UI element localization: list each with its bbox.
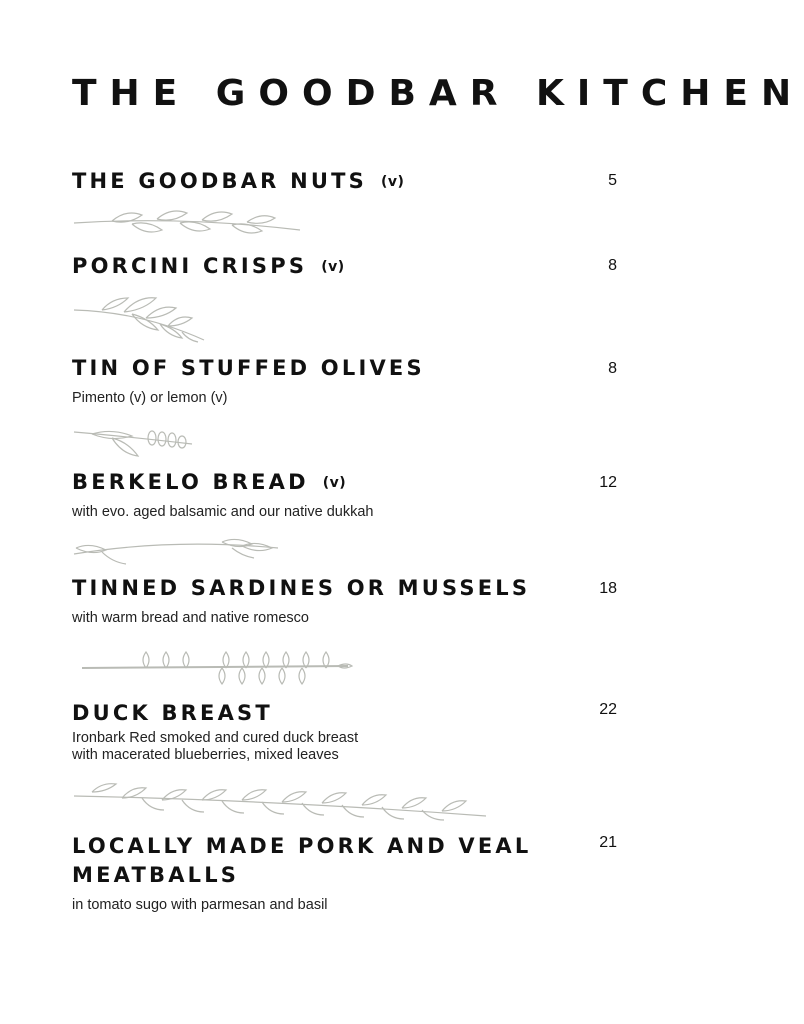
leaf-sprig-icon: [72, 536, 282, 566]
item-description: with evo. aged balsamic and our native dukkah: [72, 504, 374, 520]
item-description-line2: with macerated blueberries, mixed leaves: [72, 747, 339, 763]
menu-item-name: TIN OF STUFFED OLIVES: [72, 356, 425, 380]
leaf-sprig-icon: [72, 776, 492, 824]
menu-title: THE GOODBAR KITCHEN: [72, 73, 804, 114]
vegetarian-tag: (v): [321, 259, 345, 275]
item-description: with warm bread and native romesco: [72, 610, 309, 626]
item-price: 8: [608, 257, 617, 274]
item-price: 8: [608, 360, 617, 377]
item-price: 22: [599, 701, 617, 718]
leaf-sprig-icon: [72, 206, 304, 240]
leaf-sprig-icon: [72, 290, 212, 346]
item-description: in tomato sugo with parmesan and basil: [72, 897, 328, 913]
item-price: 12: [599, 474, 617, 491]
menu-item-name: [72, 167, 404, 199]
vegetarian-tag: (v): [322, 475, 347, 491]
menu-item-name: [72, 468, 346, 500]
item-description: Ironbark Red smoked and cured duck breast: [72, 730, 359, 746]
item-price: 21: [599, 834, 617, 851]
item-price: 18: [599, 580, 617, 597]
item-name-text: BERKELO BREAD: [72, 470, 309, 494]
menu-item-name: [72, 252, 345, 284]
leaf-sprig-icon: [80, 646, 356, 686]
item-price: 5: [608, 172, 617, 189]
menu-item-name: DUCK BREAST: [72, 701, 273, 725]
vegetarian-tag: (v): [380, 174, 405, 190]
menu-item-name-line2: MEATBALLS: [72, 863, 240, 887]
item-name-text: PORCINI CRISPS: [72, 254, 308, 278]
menu-item-name: LOCALLY MADE PORK AND VEAL: [72, 834, 532, 858]
item-description: Pimento (v) or lemon (v): [72, 390, 228, 406]
menu-item-name: TINNED SARDINES OR MUSSELS: [72, 576, 531, 600]
item-name-text: THE GOODBAR NUTS: [72, 169, 367, 193]
leaf-sprig-icon: [72, 424, 198, 460]
